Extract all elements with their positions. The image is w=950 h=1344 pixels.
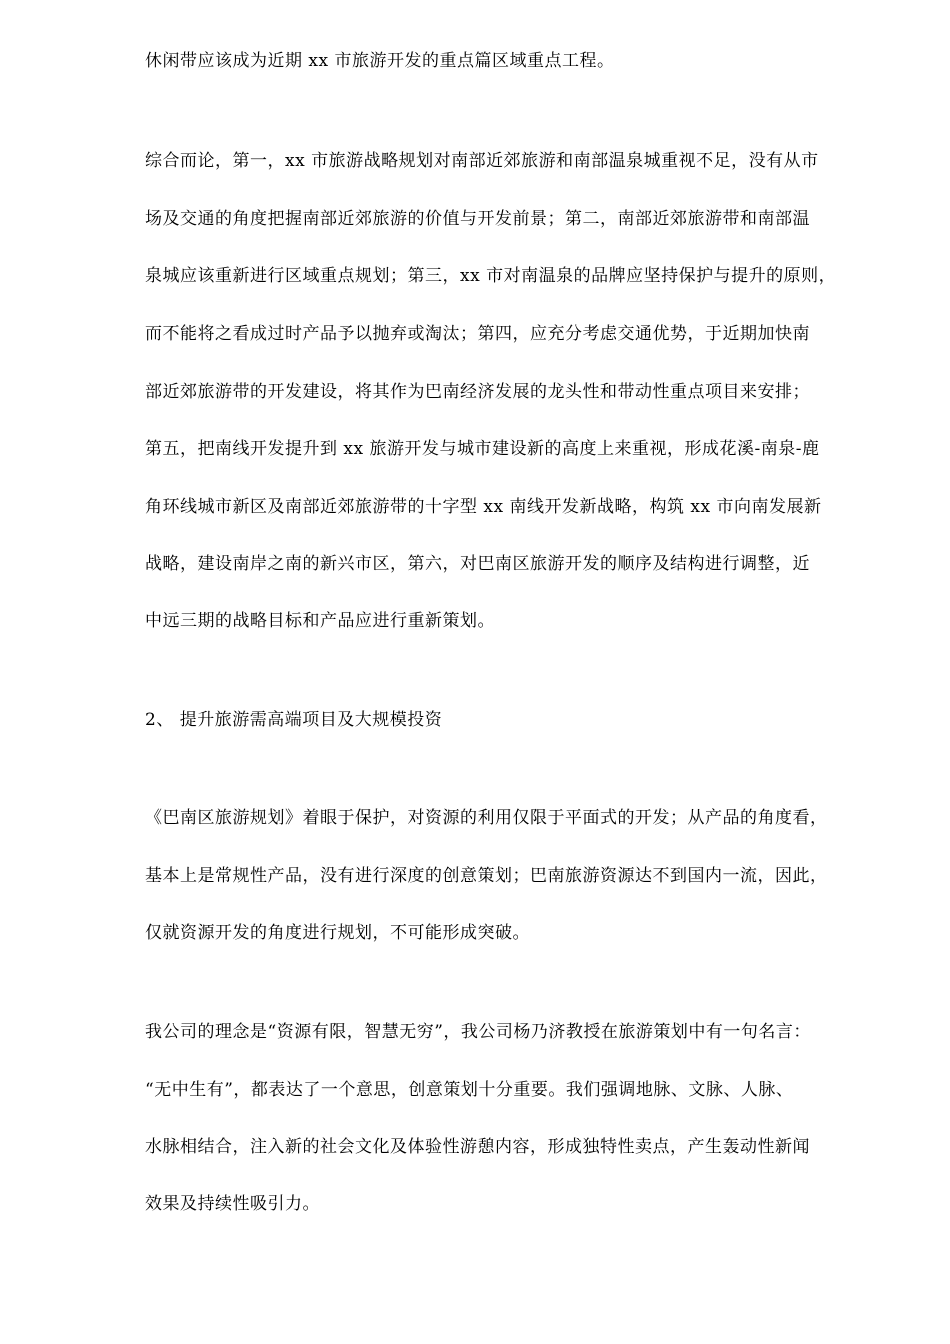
- paragraph-line: 水脉相结合，注入新的社会文化及体验性游憩内容，形成独特性卖点，产生轰动性新闻: [145, 1137, 810, 1157]
- paragraph-line: 第五，把南线开发提升到 xx 旅游开发与城市建设新的高度上来重视，形成花溪-南泉-鹿: [145, 439, 820, 459]
- paragraph-line: 基本上是常规性产品，没有进行深度的创意策划；巴南旅游资源达不到国内一流，因此，: [145, 866, 828, 886]
- paragraph-line: 《巴南区旅游规划》着眼于保护，对资源的利用仅限于平面式的开发；从产品的角度看，: [145, 808, 828, 828]
- paragraph-line: “无中生有”，都表达了一个意思，创意策划十分重要。我们强调地脉、文脉、人脉、: [145, 1080, 794, 1100]
- section-heading: 2、 提升旅游需高端项目及大规模投资: [145, 710, 443, 730]
- paragraph-line: 而不能将之看成过时产品予以抛弃或淘汰；第四，应充分考虑交通优势，于近期加快南: [145, 324, 810, 344]
- paragraph-line: 效果及持续性吸引力。: [145, 1194, 320, 1214]
- paragraph-line: 部近郊旅游带的开发建设，将其作为巴南经济发展的龙头性和带动性重点项目来安排；: [145, 382, 810, 402]
- paragraph-line: 休闲带应该成为近期 xx 市旅游开发的重点篇区域重点工程。: [145, 51, 615, 71]
- paragraph-line: 角环线城市新区及南部近郊旅游带的十字型 xx 南线开发新战略，构筑 xx 市向南发展新: [145, 497, 822, 517]
- paragraph-line: 中远三期的战略目标和产品应进行重新策划。: [145, 611, 495, 631]
- paragraph-line: 场及交通的角度把握南部近郊旅游的价值与开发前景；第二，南部近郊旅游带和南部温: [145, 209, 810, 229]
- paragraph-line: 战略，建设南岸之南的新兴市区，第六，对巴南区旅游开发的顺序及结构进行调整，近: [145, 554, 810, 574]
- paragraph-line: 仅就资源开发的角度进行规划，不可能形成突破。: [145, 923, 530, 943]
- paragraph-line: 我公司的理念是“资源有限，智慧无穷”，我公司杨乃济教授在旅游策划中有一句名言：: [145, 1022, 811, 1042]
- paragraph-line: 综合而论，第一，xx 市旅游战略规划对南部近郊旅游和南部温泉城重视不足，没有从市: [145, 151, 819, 171]
- paragraph-line: 泉城应该重新进行区域重点规划；第三，xx 市对南温泉的品牌应坚持保护与提升的原则，: [145, 266, 837, 286]
